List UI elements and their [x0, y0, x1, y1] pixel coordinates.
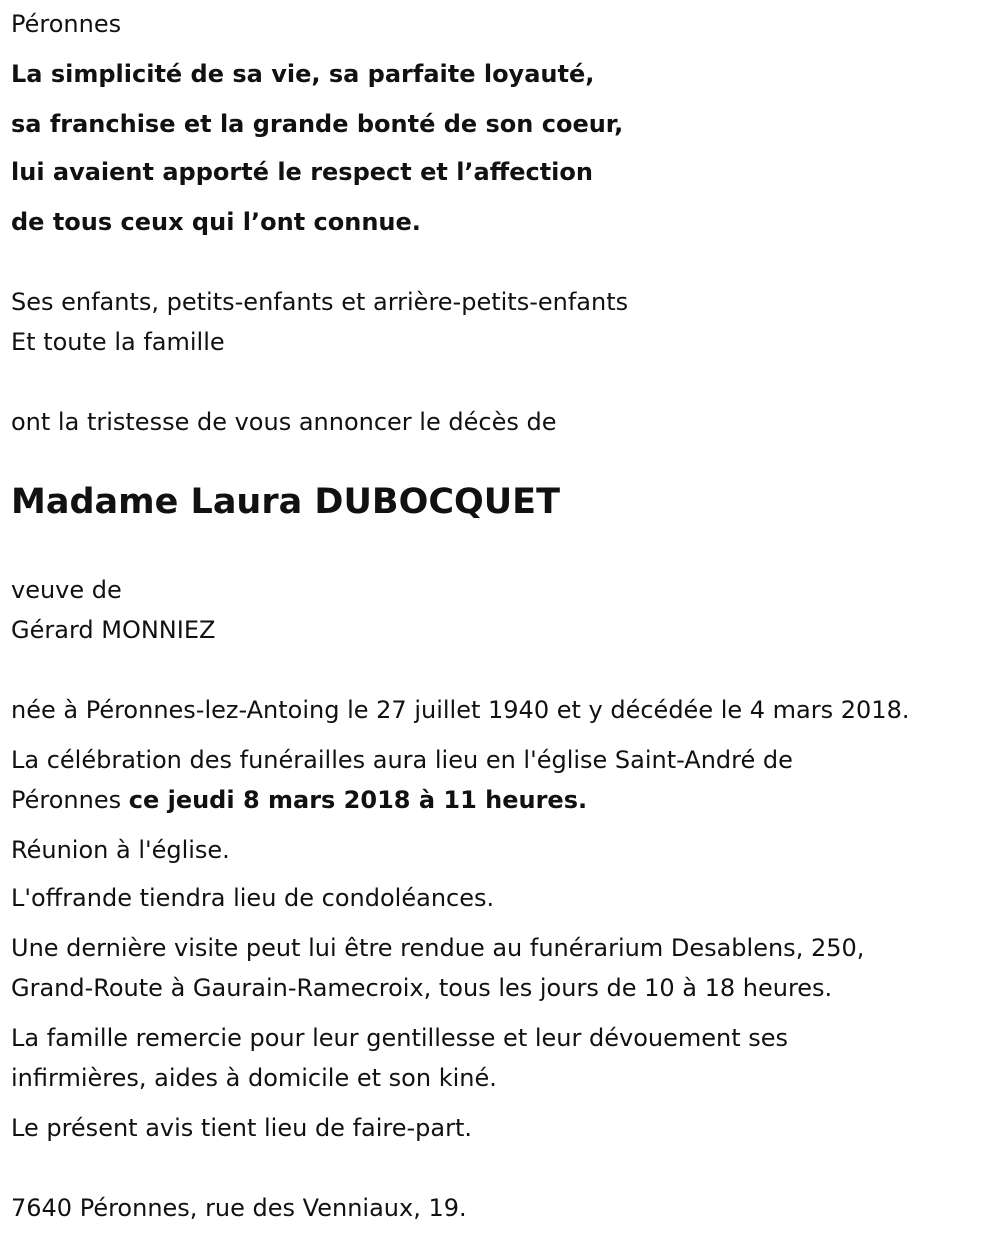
notice: Le présent avis tient lieu de faire-part.	[11, 1114, 473, 1142]
thanks-line: infirmières, aides à domicile et son kiné.	[11, 1064, 497, 1092]
visit-line: Grand-Route à Gaurain-Ramecroix, tous les jours de 10 à 18 heures.	[11, 974, 833, 1002]
place: Péronnes	[11, 10, 122, 38]
thanks-line: La famille remercie pour leur gentillesse et leur dévouement ses	[11, 1024, 789, 1052]
address: 7640 Péronnes, rue des Venniaux, 19.	[11, 1194, 467, 1222]
widow-line: veuve de	[11, 576, 122, 604]
funeral-date: ce jeudi 8 mars 2018 à 11 heures.	[128, 786, 588, 814]
poem-line: de tous ceux qui l’ont connue.	[11, 208, 421, 236]
birth-death: née à Péronnes-lez-Antoing le 27 juillet 1940 et y décédée le 4 mars 2018.	[11, 696, 910, 724]
family-line: Ses enfants, petits-enfants et arrière-petits-enfants	[11, 288, 629, 316]
poem-line: La simplicité de sa vie, sa parfaite loyauté,	[11, 60, 595, 88]
announce: ont la tristesse de vous annoncer le décès de	[11, 408, 557, 436]
poem-line: sa franchise et la grande bonté de son coeur,	[11, 110, 624, 138]
funeral-place: Péronnes	[11, 786, 129, 814]
funeral-line	[11, 786, 587, 814]
widow-line: Gérard MONNIEZ	[11, 616, 216, 644]
offering: L'offrande tiendra lieu de condoléances.	[11, 884, 495, 912]
meeting: Réunion à l'église.	[11, 836, 230, 864]
funeral-line: La célébration des funérailles aura lieu en l'église Saint-André de	[11, 746, 793, 774]
visit-line: Une dernière visite peut lui être rendue au funérarium Desablens, 250,	[11, 934, 865, 962]
deceased-name: Madame Laura DUBOCQUET	[11, 482, 560, 522]
family-line: Et toute la famille	[11, 328, 225, 356]
poem-line: lui avaient apporté le respect et l’affection	[11, 158, 593, 186]
